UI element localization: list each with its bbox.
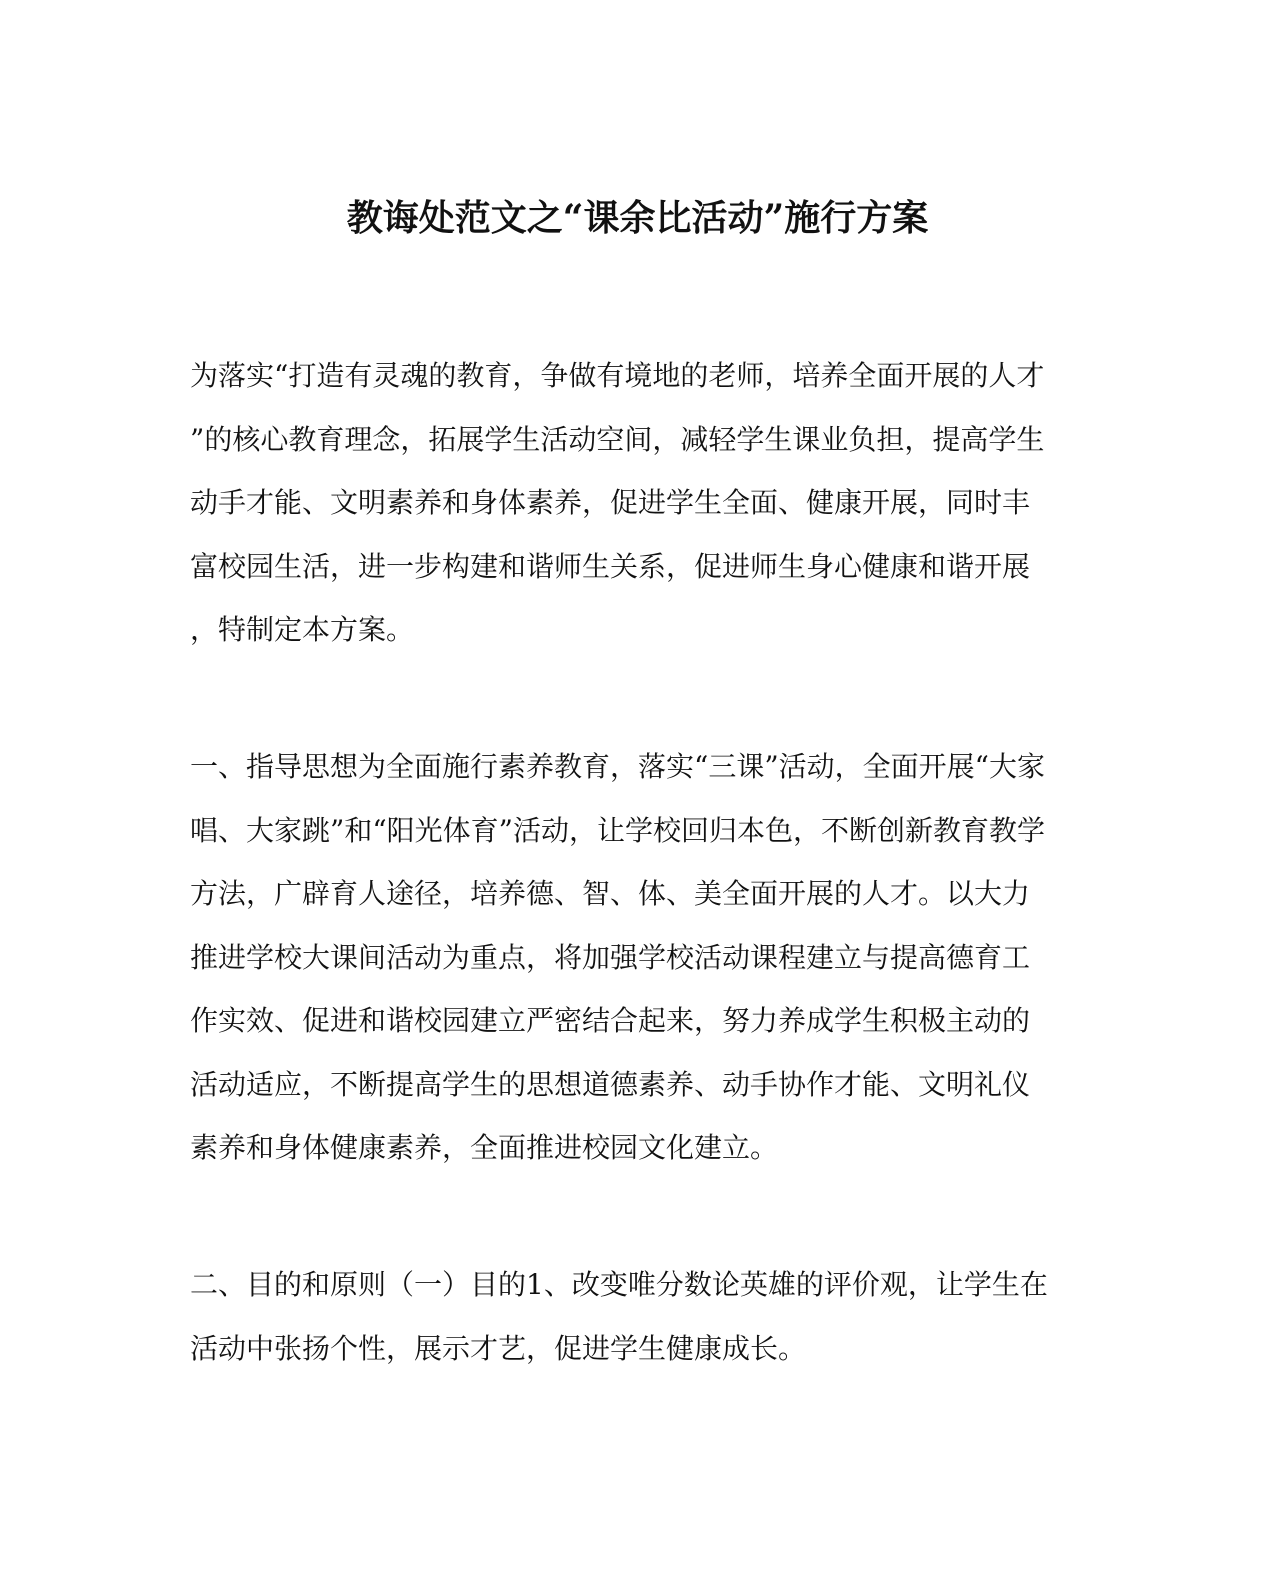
paragraph-guiding-ideology [190, 735, 1090, 1180]
text-line: 动手才能、文明素养和身体素养，促进学生全面、健康开展，同时丰 [190, 486, 1031, 519]
text-line: 活动适应，不断提高学生的思想道德素养、动手协作才能、文明礼仪 [190, 1067, 1031, 1101]
text-line: 推进学校大课间活动为重点，将加强学校活动课程建立与提高德育工 [190, 940, 1031, 974]
text-line: 素养和身体健康素养，全面推进校园文化建立。 [190, 1131, 779, 1164]
paragraph-intro [190, 344, 1090, 662]
text-line: 一、指导思想为全面施行素养教育，落实“三课”活动，全面开展“大家 [190, 750, 1045, 783]
text-line: ，特制定本方案。 [190, 613, 415, 646]
text-line: 作实效、促进和谐校园建立严密结合起来，努力养成学生积极主动的 [190, 1004, 1031, 1037]
text-line: 二、目的和原则（一）目的1、改变唯分数论英雄的评价观，让学生在 [190, 1268, 1048, 1301]
text-line: 活动中张扬个性，展示才艺，促进学生健康成长。 [190, 1331, 807, 1365]
paragraph-purpose-principles [190, 1253, 1090, 1380]
document-title: 教诲处范文之“课余比活动”施行方案 [346, 197, 929, 240]
text-line: 方法，广辟育人途径，培养德、智、体、美全面开展的人才。以大力 [190, 877, 1031, 910]
text-line: 为落实“打造有灵魂的教育，争做有境地的老师，培养全面开展的人才 [190, 359, 1045, 392]
text-line: 富校园生活，进一步构建和谐师生关系，促进师生身心健康和谐开展 [190, 549, 1031, 583]
text-line: ”的核心教育理念，拓展学生活动空间，减轻学生课业负担，提高学生 [190, 422, 1045, 456]
text-line: 唱、大家跳”和“阳光体育”活动，让学校回归本色，不断创新教育教学 [190, 813, 1045, 847]
